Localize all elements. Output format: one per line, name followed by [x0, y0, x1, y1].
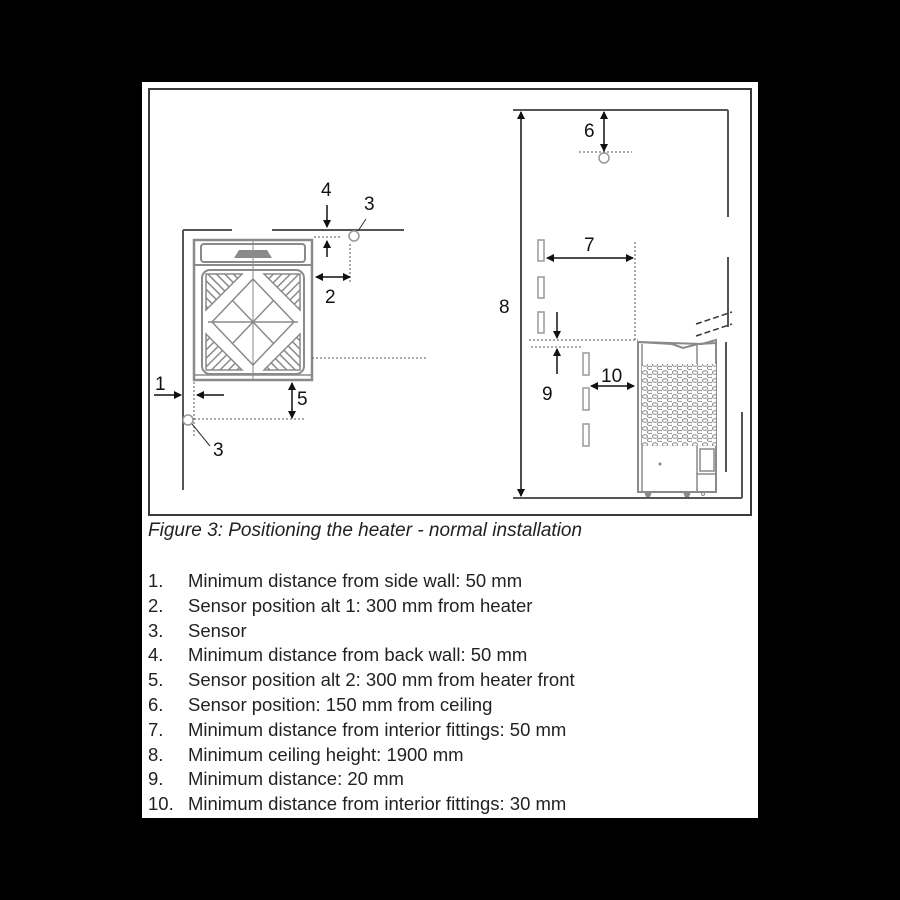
callout-10: 10 — [601, 366, 623, 387]
document-page — [142, 82, 758, 818]
callout-1: 1 — [155, 374, 166, 395]
callout-9: 9 — [542, 384, 553, 405]
legend-item: 3. Sensor — [148, 619, 247, 641]
legend-item: 10. Minimum distance from interior fittings: 30 mm — [148, 793, 567, 815]
callout-6: 6 — [584, 121, 595, 142]
top-view — [154, 180, 427, 490]
side-view — [499, 110, 742, 498]
sensor-icon — [599, 153, 609, 163]
legend-item: 8. Minimum ceiling height: 1900 mm — [148, 743, 464, 765]
callout-2: 2 — [325, 287, 336, 308]
sensor-icon — [349, 231, 359, 241]
legend-item: 7. Minimum distance from interior fittings: 50 mm — [148, 718, 567, 740]
installation-diagram — [142, 82, 758, 522]
callout-5: 5 — [297, 389, 308, 410]
callout-7: 7 — [584, 235, 595, 256]
legend-item: 1. Minimum distance from side wall: 50 mm — [148, 570, 523, 591]
sensor-icon — [183, 415, 193, 425]
legend-list — [148, 569, 575, 817]
legend-item: 5. Sensor position alt 2: 300 mm from heater front — [148, 669, 575, 691]
legend-item: 2. Sensor position alt 1: 300 mm from heater — [148, 594, 533, 616]
figure-caption: Figure 3: Positioning the heater - normal installation — [148, 520, 583, 541]
heater-side-view — [638, 340, 716, 497]
legend-item: 9. Minimum distance: 20 mm — [148, 768, 404, 790]
legend-item: 6. Sensor position: 150 mm from ceiling — [148, 693, 493, 715]
callout-8: 8 — [499, 297, 510, 318]
callout-3: 3 — [364, 194, 375, 215]
heater-top-view — [194, 240, 312, 380]
legend-item: 4. Minimum distance from back wall: 50 mm — [148, 644, 528, 666]
callout-4: 4 — [321, 180, 332, 201]
callout-3-lower: 3 — [213, 440, 224, 461]
